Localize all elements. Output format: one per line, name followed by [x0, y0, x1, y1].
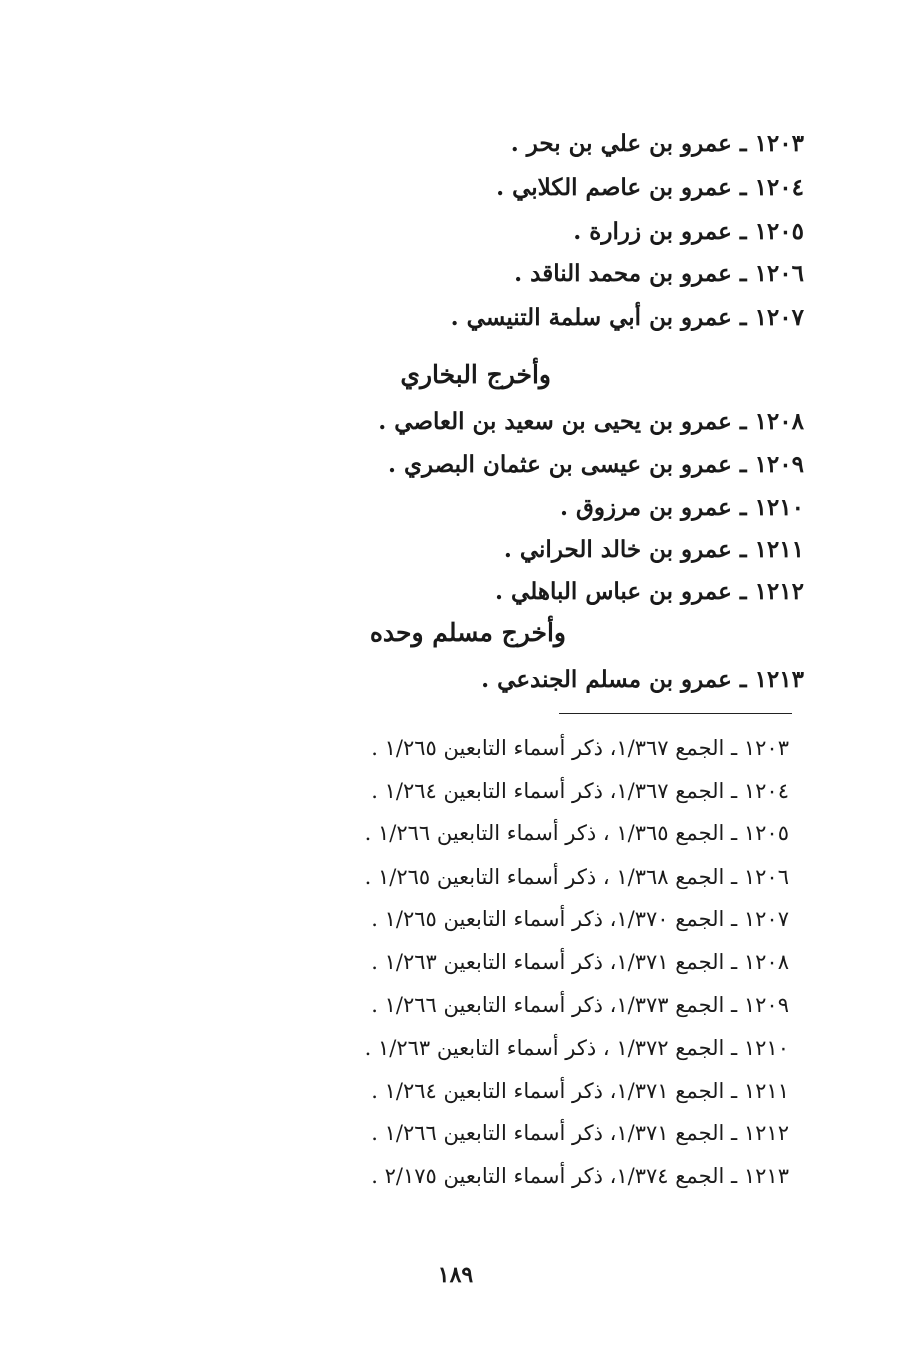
entry-1206: ١٢٠٦ ـ عمرو بن محمد الناقد .	[514, 260, 804, 287]
footnote-1203: ١٢٠٣ ـ الجمع ١/٣٦٧، ذكر أسماء التابعين ١/٢٦٥ .	[371, 736, 789, 760]
footnote-1205: ١٢٠٥ ـ الجمع ١/٣٦٥ ، ذكر أسماء التابعين ١/٢٦٦ .	[364, 821, 789, 845]
entry-1207: ١٢٠٧ ـ عمرو بن أبي سلمة التنيسي .	[450, 304, 804, 331]
page-number: ١٨٩	[437, 1262, 474, 1288]
entry-1205: ١٢٠٥ ـ عمرو بن زرارة .	[573, 218, 804, 245]
entry-1209: ١٢٠٩ ـ عمرو بن عيسى بن عثمان البصري .	[387, 451, 804, 478]
footnote-1209: ١٢٠٩ ـ الجمع ١/٣٧٣، ذكر أسماء التابعين ١/٢٦٦ .	[371, 993, 789, 1017]
entry-1212: ١٢١٢ ـ عمرو بن عباس الباهلي .	[495, 578, 804, 605]
entry-1211: ١٢١١ ـ عمرو بن خالد الحراني .	[503, 536, 804, 563]
footnote-1213: ١٢١٣ ـ الجمع ١/٣٧٤، ذكر أسماء التابعين ٢/١٧٥ .	[371, 1164, 789, 1188]
section-heading-bukhari: وأخرج البخاري	[400, 360, 551, 389]
footnote-1211: ١٢١١ ـ الجمع ١/٣٧١، ذكر أسماء التابعين ١/٢٦٤ .	[371, 1079, 789, 1103]
footnote-1210: ١٢١٠ ـ الجمع ١/٣٧٢ ، ذكر أسماء التابعين ١/٢٦٣ .	[364, 1036, 789, 1060]
entry-1208: ١٢٠٨ ـ عمرو بن يحيى بن سعيد بن العاصي .	[378, 408, 804, 435]
entry-1210: ١٢١٠ ـ عمرو بن مرزوق .	[559, 494, 804, 521]
footnote-1206: ١٢٠٦ ـ الجمع ١/٣٦٨ ، ذكر أسماء التابعين ١/٢٦٥ .	[364, 865, 789, 889]
entry-1213: ١٢١٣ ـ عمرو بن مسلم الجندعي .	[481, 666, 804, 693]
footnote-1204: ١٢٠٤ ـ الجمع ١/٣٦٧، ذكر أسماء التابعين ١/٢٦٤ .	[371, 779, 789, 803]
footnote-1212: ١٢١٢ ـ الجمع ١/٣٧١، ذكر أسماء التابعين ١/٢٦٦ .	[371, 1121, 789, 1145]
entry-1204: ١٢٠٤ ـ عمرو بن عاصم الكلابي .	[496, 174, 804, 201]
section-heading-muslim: وأخرج مسلم وحده	[369, 618, 566, 647]
footnote-divider	[559, 713, 792, 714]
footnote-1207: ١٢٠٧ ـ الجمع ١/٣٧٠، ذكر أسماء التابعين ١/٢٦٥ .	[371, 907, 789, 931]
footnote-1208: ١٢٠٨ ـ الجمع ١/٣٧١، ذكر أسماء التابعين ١/٢٦٣ .	[371, 950, 789, 974]
entry-1203: ١٢٠٣ ـ عمرو بن علي بن بحر .	[510, 130, 804, 157]
